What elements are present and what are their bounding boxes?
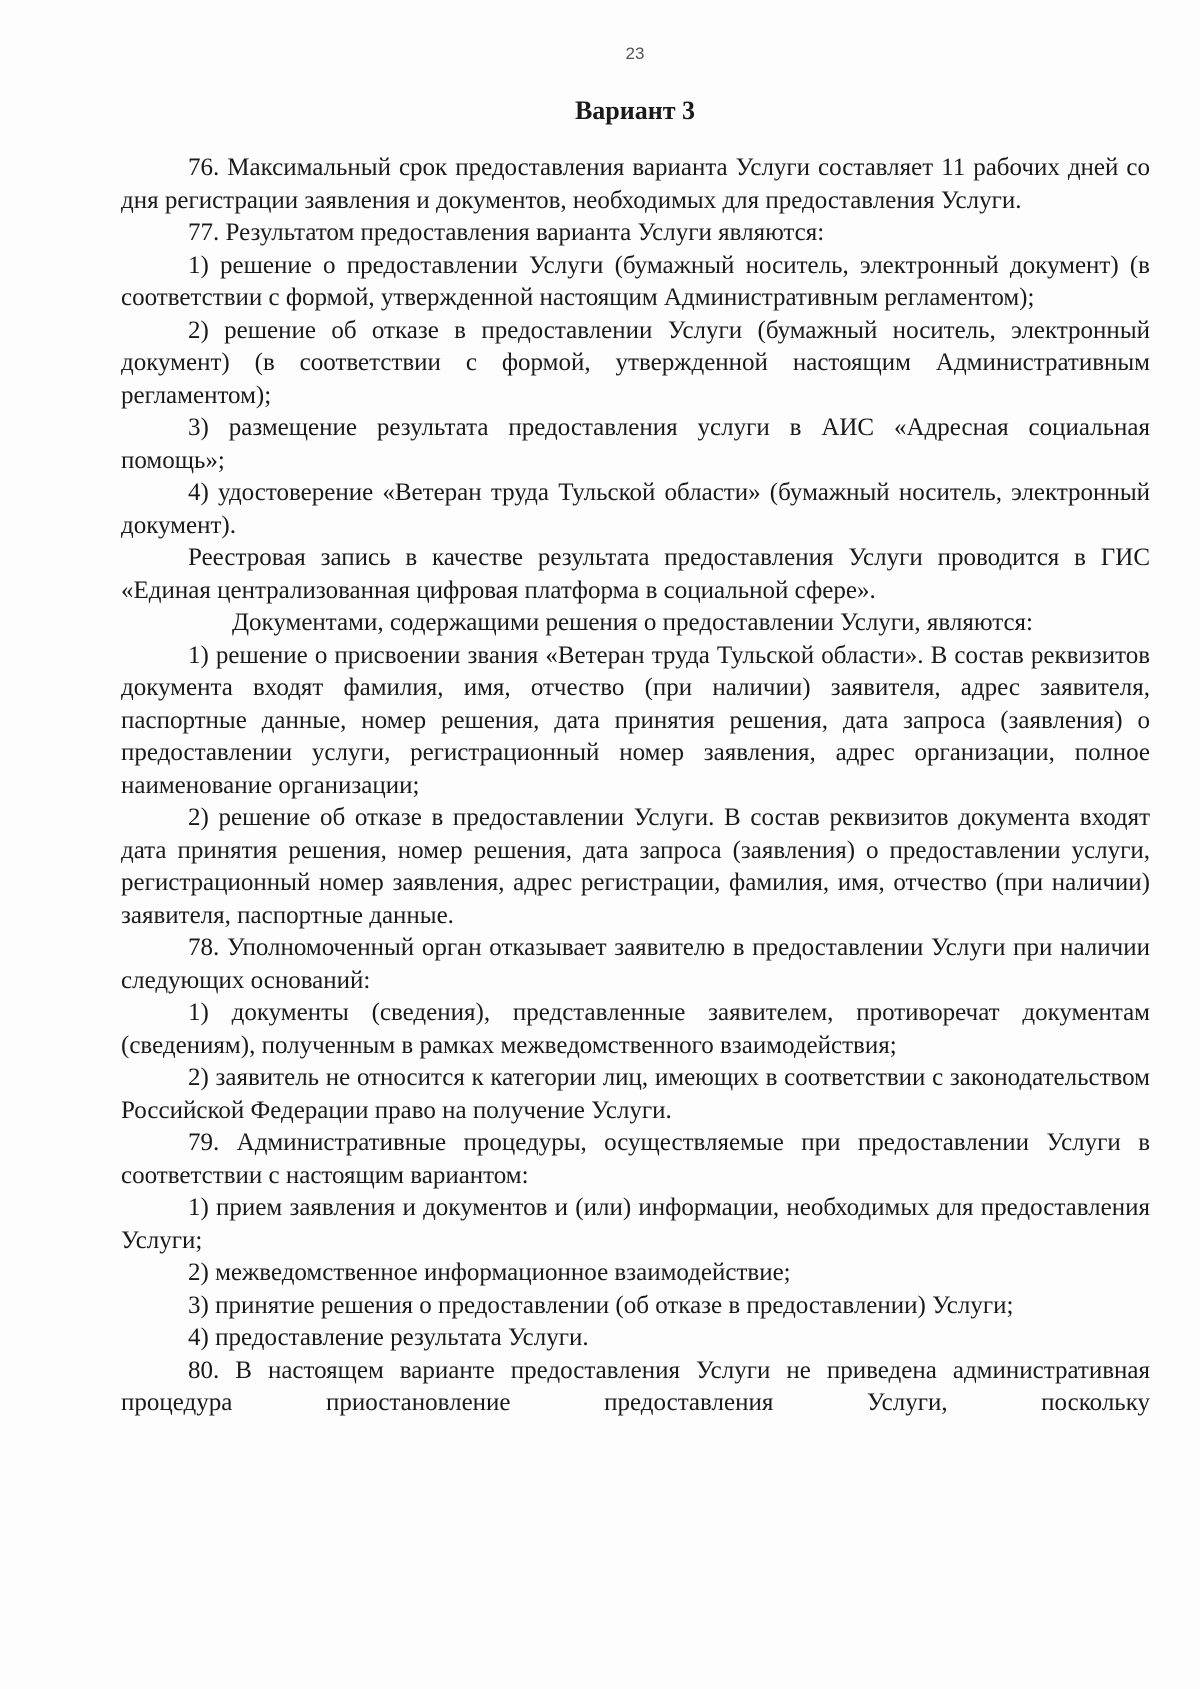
list-item-79-4: 4) предоставление результата Услуги. bbox=[188, 1324, 589, 1351]
document-body bbox=[121, 152, 1150, 1420]
paragraph-79: 79. Административные процедуры, осуществляемые при предоставлении Услуги в соответствии с настоящим вариантом: bbox=[121, 1129, 1150, 1189]
decision-document-item-2: 2) решение об отказе в предоставлении Услуги. В состав реквизитов документа входят дата принятия решения, номер решения, дата запроса (заявления) о предоставлении услуги, регистрационный номер заявления, адрес регистрации, фамилия, имя, отчество (при наличии) заявителя, паспортные данные. bbox=[121, 804, 1150, 929]
list-item-77-3: 3) размещение результата предоставления услуги в АИС «Адресная социальная помощь»; bbox=[121, 414, 1150, 474]
list-item-79-1: 1) прием заявления и документов и (или) информации, необходимых для предоставления Услуги; bbox=[121, 1194, 1150, 1254]
list-item-77-2: 2) решение об отказе в предоставлении Услуги (бумажный носитель, электронный документ) (в соответствии с формой, утвержденной настоящим Административным регламентом); bbox=[121, 316, 1150, 409]
paragraph-77: 77. Результатом предоставления варианта Услуги являются: bbox=[188, 219, 825, 246]
registry-record-paragraph: Реестровая запись в качестве результата предоставления Услуги проводится в ГИС «Единая централизованная цифровая платформа в социальной сфере». bbox=[121, 544, 1150, 604]
list-item-78-2: 2) заявитель не относится к категории лиц, имеющих в соответствии с законодательством Российской Федерации право на получение Услуги. bbox=[121, 1064, 1150, 1124]
list-item-77-1: 1) решение о предоставлении Услуги (бумажный носитель, электронный документ) (в соответствии с формой, утвержденной настоящим Административным регламентом); bbox=[121, 251, 1150, 311]
decision-document-item-1: 1) решение о присвоении звания «Ветеран труда Тульской области». В состав реквизитов документа входят фамилия, имя, отчество (при наличии) заявителя, адрес заявителя, паспортные данные, номер решения, дата принятия решения, дата запроса (заявления) о предоставлении услуги, регистрационный номер заявления, адрес организации, полное наименование организации; bbox=[121, 641, 1150, 799]
page-number: 23 bbox=[625, 44, 645, 63]
list-item-78-1: 1) документы (сведения), представленные заявителем, противоречат документам (сведениям), полученным в рамках межведомственного взаимодействия; bbox=[121, 999, 1150, 1059]
list-item-77-4: 4) удостоверение «Ветеран труда Тульской области» (бумажный носитель, электронный документ). bbox=[121, 479, 1150, 539]
decision-documents-paragraph: Документами, содержащими решения о предоставлении Услуги, являются: bbox=[232, 609, 1033, 636]
paragraph-76: 76. Максимальный срок предоставления варианта Услуги составляет 11 рабочих дней со дня регистрации заявления и документов, необходимых для предоставления Услуги. bbox=[121, 154, 1150, 214]
section-heading: Вариант 3 bbox=[574, 96, 696, 125]
list-item-79-2: 2) межведомственное информационное взаимодействие; bbox=[188, 1259, 791, 1286]
paragraph-80: 80. В настоящем варианте предоставления Услуги не приведена административная процедура приостановление предоставления Услуги, поскольку bbox=[121, 1356, 1150, 1416]
paragraph-78: 78. Уполномоченный орган отказывает заявителю в предоставлении Услуги при наличии следующих оснований: bbox=[121, 934, 1150, 994]
list-item-79-3: 3) принятие решения о предоставлении (об отказе в предоставлении) Услуги; bbox=[188, 1291, 1014, 1319]
